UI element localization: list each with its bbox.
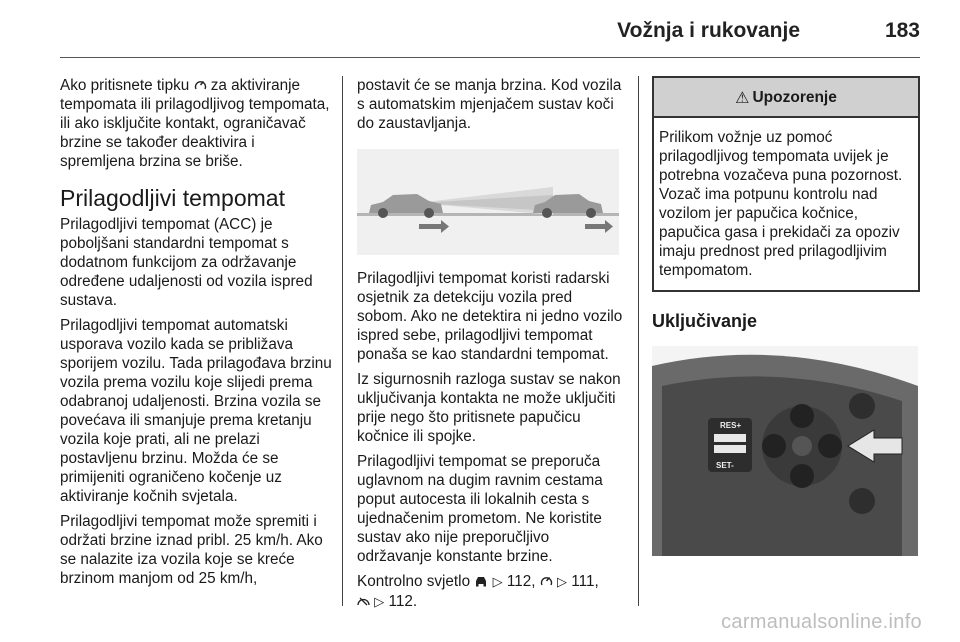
acc-radar-illustration: [357, 149, 619, 255]
paragraph: postavit će se manja brzina. Kod vozila s automatskim mjenjačem sustav koči do zaustavljanja.: [357, 77, 622, 132]
column-2: [357, 76, 625, 618]
paragraph: Prilagodljivi tempomat (ACC) je poboljšani standardni tempomat s dodatnom funkcijom za održavanje određene udaljenosti od vozila ispred sustava.: [60, 216, 313, 309]
header-divider: [60, 57, 920, 58]
paragraph: Iz sigurnosnih razloga sustav se nakon uključivanja kontakta ne može uključiti prije nego što pritisnete papučicu kočnice ili spojke.: [357, 371, 621, 445]
watermark: carmanualsonline.info: [721, 611, 922, 633]
column-1: [60, 76, 332, 594]
subsection-heading: Uključivanje: [652, 311, 758, 331]
steering-wheel-controls-illustration: [652, 346, 918, 556]
speed-limiter-icon: [357, 595, 370, 607]
paragraph: Prilagodljivi tempomat koristi radarski osjetnik za detekciju vozila pred sobom. Ako ne detektira ni jedno vozilo ispred sebe, prilagodljivi tempomat ponaša se kao standardni tempomat.: [357, 270, 623, 363]
cruise-control-icon: [194, 78, 207, 91]
paragraph: Prilagodljivi tempomat se preporuča uglavnom na dugim ravnim cestama poput autocesta ili lokalnih cesta s ujednačenim prometom. Ne koristite sustav ako nije preporučljivo održavanje konstante brzine.: [357, 453, 603, 565]
intro-paragraph: Ako pritisnete tipku za aktiviranje tempomata ili prilagodljivog tempomata, ili ako isključite kontakt, ograničavač brzine se također deaktivira i spremljena brzina se briše.: [60, 77, 330, 170]
page-ref-arrow-icon: ▷: [556, 575, 567, 590]
paragraph: Prilagodljivi tempomat može spremiti i održati brzine iznad pribl. 25 km/h. Ako se nalazite iza vozila koje se kreće brzinom manjom od 25 km/h,: [60, 513, 323, 587]
warning-box: [652, 76, 920, 292]
page-ref-arrow-icon: ▷: [374, 595, 385, 610]
cruise-control-icon: [540, 574, 553, 587]
column-3: [652, 76, 920, 556]
set-minus-label: SET-: [716, 461, 734, 470]
warning-header: ⚠ Upozorenje: [654, 78, 918, 118]
warning-icon: ⚠: [735, 87, 750, 107]
vehicle-ahead-icon: [474, 575, 488, 587]
section-heading: Prilagodljivi tempomat: [60, 185, 285, 211]
page-number: 183: [884, 19, 920, 42]
warning-text: Prilikom vožnje uz pomoć prilagodljivog tempomata uvijek je potrebna vozačeva puna pozornost. Vozač ima potpunu kontrolu nad vozilom jer papučica kočnice, papučica gasa i prekidači za opoziv imaju prednost pred prilagodljivim tempomatom.: [659, 129, 903, 279]
column-divider: [342, 76, 343, 606]
paragraph: Prilagodljivi tempomat automatski usporava vozilo kada se približava sporijem vozilu. Tada prilagođava brzinu vozila prema vozilu koje slijedi prema odabranoj udaljenosti. Brzina vozila se povećava ili smanjuje prema kretanju vozila koje prati, ali ne prelazi postavljenu brzinu. Možda će se primijeniti ograničeno kočenje uz aktiviranje kočnih svjetala.: [60, 317, 332, 505]
page-ref-arrow-icon: ▷: [492, 575, 503, 590]
chapter-title: Vožnja i rukovanje: [617, 19, 800, 42]
res-plus-label: RES+: [720, 421, 742, 430]
column-divider: [638, 76, 639, 606]
indicator-reference: Kontrolno svjetlo ▷ 112, ▷ 111, ▷ 112.: [357, 573, 599, 610]
